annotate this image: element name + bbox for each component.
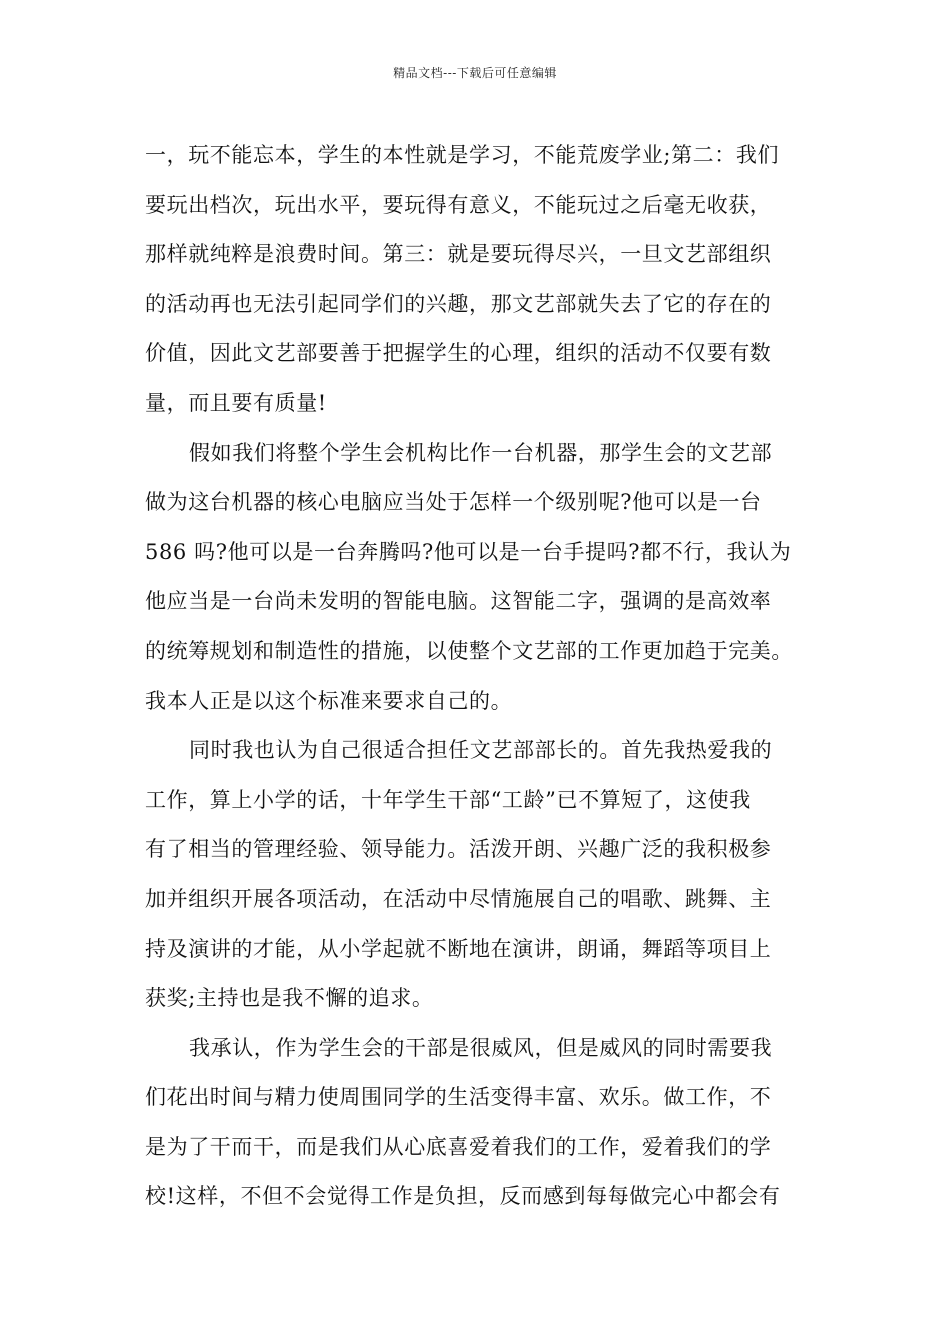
paragraph-first-line: 同时我也认为自己很适合担任文艺部部长的。首先我热爱我的 [189, 738, 773, 763]
text-line: 校!这样，不但不会觉得工作是负担，反而感到每每做完心中都会有 [145, 1184, 781, 1209]
text-line: 有了相当的管理经验、领导能力。活泼开朗、兴趣广泛的我积极参 [145, 837, 772, 862]
text-line: 是为了干而干，而是我们从心底喜爱着我们的工作，爱着我们的学 [145, 1134, 772, 1159]
paragraph-first-line: 我承认，作为学生会的干部是很威风，但是威风的同时需要我 [189, 1035, 773, 1060]
text-line: 586 吗?他可以是一台奔腾吗?他可以是一台手提吗?都不行，我认为 [145, 539, 792, 564]
text-line: 他应当是一台尚未发明的智能电脑。这智能二字，强调的是高效率 [145, 589, 772, 614]
text-line: 一，玩不能忘本，学生的本性就是学习，不能荒废学业;第二：我们 [145, 143, 780, 167]
text-line: 量，而且要有质量! [145, 390, 327, 415]
text-line: 工作，算上小学的话，十年学生干部“工龄”已不算短了，这使我 [145, 787, 751, 812]
text-line: 价值，因此文艺部要善于把握学生的心理，组织的活动不仅要有数 [145, 341, 772, 366]
text-line: 做为这台机器的核心电脑应当处于怎样一个级别呢?他可以是一台 [145, 490, 762, 515]
document-body [145, 131, 825, 1222]
paragraph-first-line: 假如我们将整个学生会机构比作一台机器，那学生会的文艺部 [189, 440, 773, 465]
text-line: 的统筹规划和制造性的措施，以使整个文艺部的工作更加趋于完美。 [145, 638, 793, 663]
text-line: 我本人正是以这个标准来要求自己的。 [145, 688, 513, 713]
text-line: 那样就纯粹是浪费时间。第三：就是要玩得尽兴，一旦文艺部组织 [145, 242, 772, 267]
text-line: 要玩出档次，玩出水平，要玩得有意义，不能玩过之后毫无收获， [145, 192, 772, 217]
text-line: 加并组织开展各项活动，在活动中尽情施展自己的唱歌、跳舞、主 [145, 886, 772, 911]
text-line: 持及演讲的才能，从小学起就不断地在演讲，朗诵，舞蹈等项目上 [145, 936, 772, 961]
page-header: 精品文档---下载后可任意编辑 [393, 66, 557, 80]
text-line: 获奖;主持也是我不懈的追求。 [145, 986, 434, 1011]
text-line: 的活动再也无法引起同学们的兴趣，那文艺部就失去了它的存在的 [145, 291, 772, 316]
text-line: 们花出时间与精力使周围同学的生活变得丰富、欢乐。做工作，不 [145, 1085, 772, 1110]
